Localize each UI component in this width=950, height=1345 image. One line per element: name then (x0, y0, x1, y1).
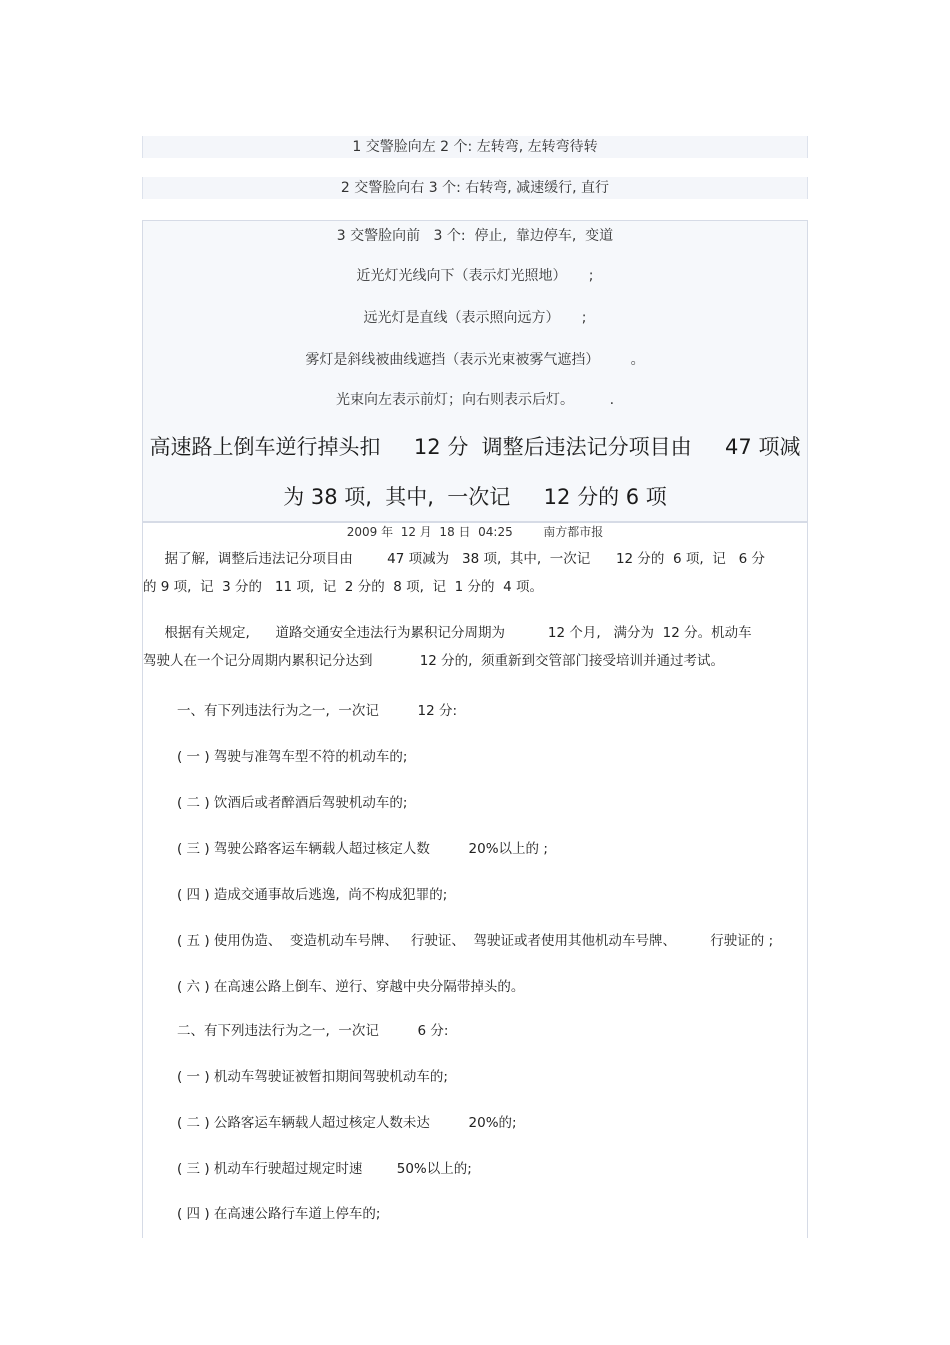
headline-line-2: 为 38 项, 其中, 一次记 12 分的 6 项 (283, 485, 667, 509)
list-item: ( 四 ) 造成交通事故后逃逸, 尚不构成犯罪的; (177, 887, 448, 903)
paragraph-2-line-1: 根据有关规定, 道路交通安全违法行为累积记分周期为 12 个月, 满分为 12 分。机动车 (143, 625, 752, 641)
list-item: ( 六 ) 在高速公路上倒车、逆行、穿越中央分隔带掉头的。 (177, 979, 525, 995)
high-beam-line: 远光灯是直线（表示照向远方） ; (363, 310, 587, 326)
dateline: 2009 年 12 月 18 日 04:25 南方都市报 (346, 525, 604, 539)
fog-light-line: 雾灯是斜线被曲线遮挡（表示光束被雾气遮挡） 。 (305, 352, 645, 368)
list-item: ( 五 ) 使用伪造、 变造机动车号牌、 行驶证、 驾驶证或者使用其他机动车号牌、 行驶证的 ; (177, 933, 774, 949)
low-beam-line: 近光灯光线向下（表示灯光照地） ; (356, 268, 594, 284)
signal-row-2 (142, 177, 808, 199)
list-item: ( 一 ) 机动车驾驶证被暂扣期间驾驶机动车的; (177, 1069, 448, 1085)
summary-box (142, 220, 808, 522)
paragraph-2-line-2: 驾驶人在一个记分周期内累积记分达到 12 分的, 须重新到交管部门接受培训并通过考试。 (143, 653, 725, 669)
paragraph-1-line-1: 据了解, 调整后违法记分项目由 47 项减为 38 项, 其中, 一次记 12 分的 6 项, 记 6 分 (143, 551, 766, 567)
paragraph-1-line-2: 的 9 项, 记 3 分的 11 项, 记 2 分的 8 项, 记 1 分的 4 项。 (143, 579, 543, 595)
section-1-heading: 一、有下列违法行为之一, 一次记 12 分: (177, 703, 458, 719)
signal-row-1-text: 1 交警脸向左 2 个: 左转弯, 左转弯待转 (352, 139, 598, 155)
section-2-heading: 二、有下列违法行为之一, 一次记 6 分: (177, 1023, 449, 1039)
article-body (142, 522, 808, 1238)
list-item: ( 四 ) 在高速公路行车道上停车的; (177, 1206, 381, 1222)
list-item: ( 一 ) 驾驶与准驾车型不符的机动车的; (177, 749, 408, 765)
signal-row-3-text: 3 交警脸向前 3 个: 停止, 靠边停车, 变道 (336, 228, 614, 244)
list-item: ( 三 ) 机动车行驶超过规定时速 50%以上的; (177, 1161, 472, 1177)
list-item: ( 二 ) 饮酒后或者醉酒后驾驶机动车的; (177, 795, 408, 811)
headline-line-1: 高速路上倒车逆行掉头扣 12 分 调整后违法记分项目由 47 项减 (149, 435, 801, 459)
list-item: ( 三 ) 驾驶公路客运车辆载人超过核定人数 20%以上的 ; (177, 841, 548, 857)
beam-direction-line: 光束向左表示前灯；向右则表示后灯。 . (335, 392, 615, 408)
signal-row-2-text: 2 交警脸向右 3 个: 右转弯, 减速缓行, 直行 (340, 180, 610, 196)
signal-row-1 (142, 136, 808, 158)
list-item: ( 二 ) 公路客运车辆载人超过核定人数未达 20%的; (177, 1115, 517, 1131)
